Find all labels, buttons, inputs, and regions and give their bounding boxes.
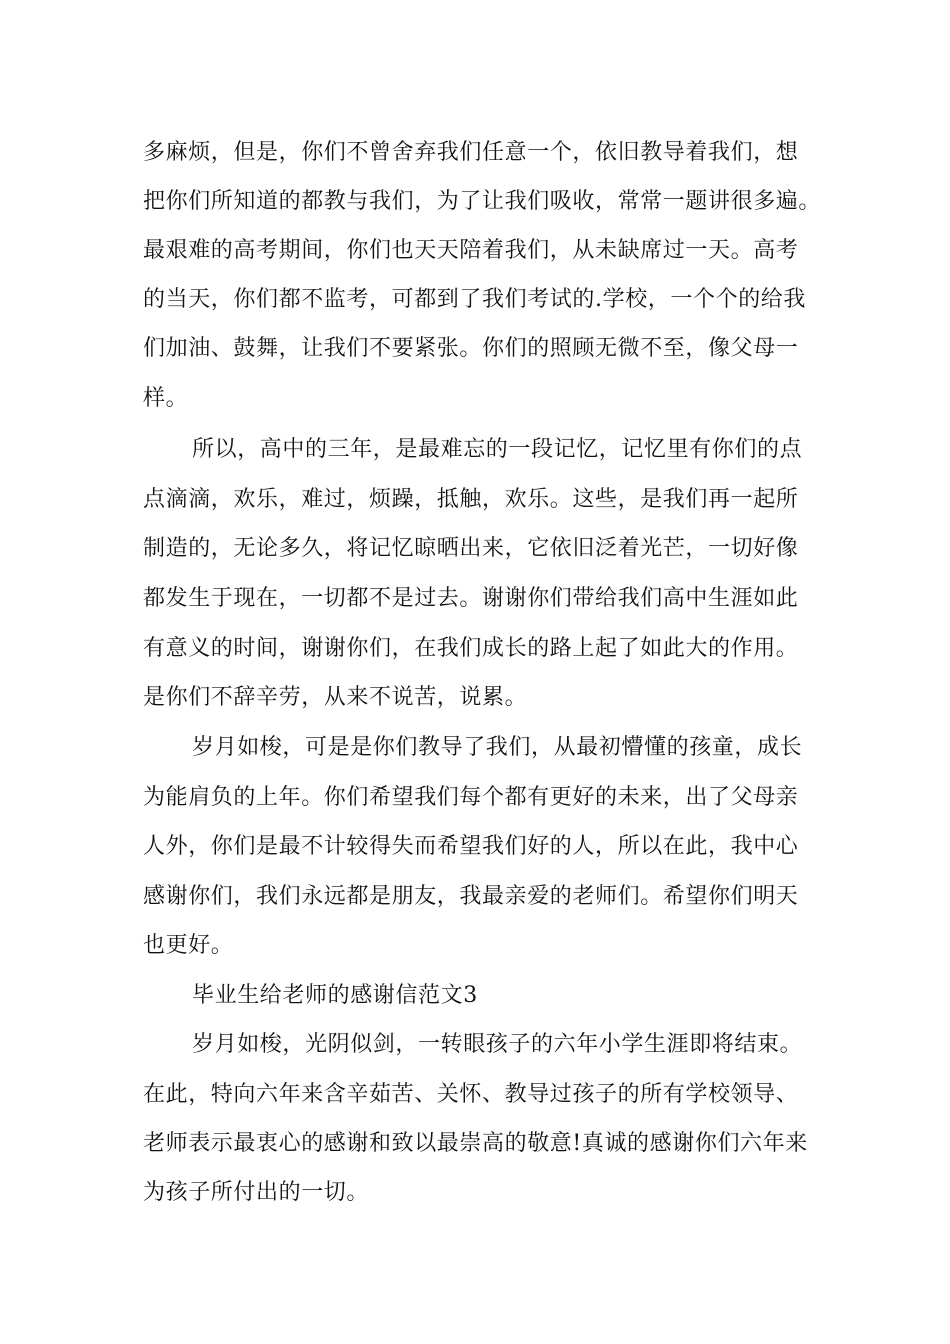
text-line: 把你们所知道的都教与我们，为了让我们吸收，常常一题讲很多遍。: [143, 189, 822, 214]
text-line: 老师表示最衷心的感谢和致以最崇高的敬意!真诚的感谢你们六年来: [143, 1131, 808, 1156]
text-line: 也更好。: [143, 933, 234, 958]
text-line: 的当天，你们都不监考，可都到了我们考试的.学校，一个个的给我: [143, 287, 806, 312]
text-line: 制造的，无论多久，将记忆晾晒出来，它依旧泛着光芒，一切好像: [143, 536, 799, 561]
section-heading: 毕业生给老师的感谢信范文3: [192, 983, 478, 1008]
text-line: 多麻烦，但是，你们不曾舍弃我们任意一个，依旧教导着我们，想: [143, 140, 799, 165]
paragraph-start-line: 所以，高中的三年，是最难忘的一段记忆，记忆里有你们的点: [192, 437, 803, 462]
text-line: 们加油、鼓舞，让我们不要紧张。你们的照顾无微不至，像父母一: [143, 336, 799, 361]
text-line: 为能肩负的上年。你们希望我们每个都有更好的未来，出了父母亲: [143, 785, 799, 810]
text-line: 样。: [143, 386, 189, 411]
text-line: 为孩子所付出的一切。: [143, 1180, 370, 1205]
text-line: 有意义的时间，谢谢你们，在我们成长的路上起了如此大的作用。: [143, 636, 799, 661]
paragraph-start-line: 岁月如梭，光阴似剑，一转眼孩子的六年小学生涯即将结束。: [192, 1032, 803, 1057]
text-line: 最艰难的高考期间，你们也天天陪着我们，从未缺席过一天。高考: [143, 238, 799, 263]
text-line: 人外，你们是最不计较得失而希望我们好的人，所以在此，我中心: [143, 834, 799, 859]
text-line: 在此，特向六年来含辛茹苦、关怀、教导过孩子的所有学校领导、: [143, 1082, 799, 1107]
text-line: 感谢你们，我们永远都是朋友，我最亲爱的老师们。希望你们明天: [143, 884, 799, 909]
paragraph-start-line: 岁月如梭，可是是你们教导了我们，从最初懵懂的孩童，成长: [192, 735, 803, 760]
text-line: 点滴滴，欢乐，难过，烦躁，抵触，欢乐。这些，是我们再一起所: [143, 487, 799, 512]
text-line: 都发生于现在，一切都不是过去。谢谢你们带给我们高中生涯如此: [143, 586, 799, 611]
text-line: 是你们不辞辛劳，从来不说苦，说累。: [143, 685, 528, 710]
